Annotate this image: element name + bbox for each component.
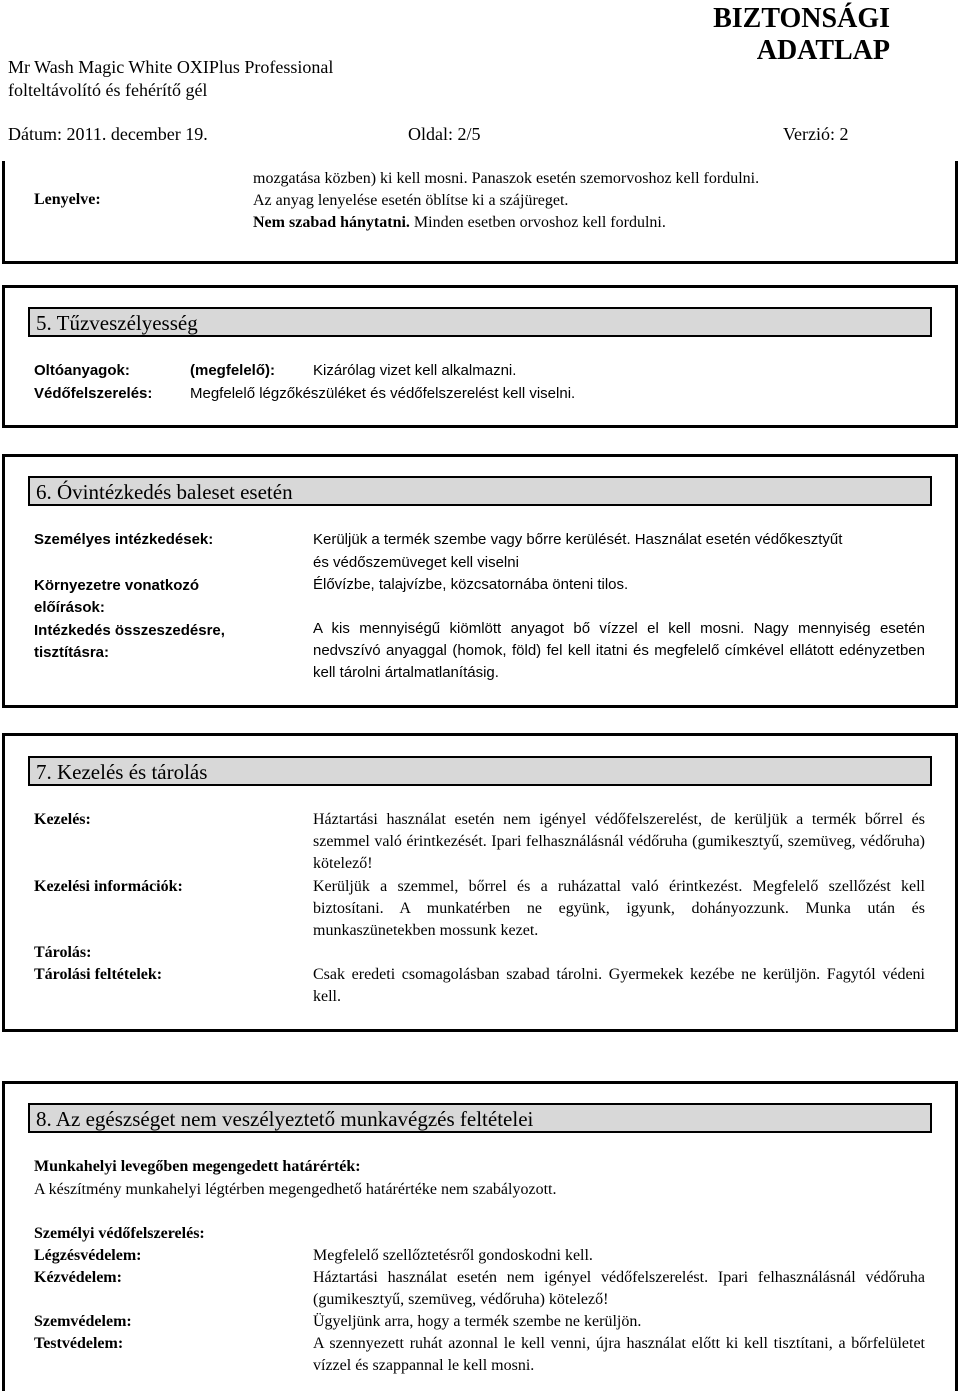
section-4-line-3: Nem szabad hánytatni. Minden esetben orvoshoz kell fordulni. [253,214,666,231]
product-description: folteltávolító és fehérítő gél [8,80,208,100]
cleanup-label-1: Intézkedés összeszedésre, [34,622,225,639]
cleanup-label-2: tisztításra: [34,644,110,661]
respiratory-label: Légzésvédelem: [34,1247,142,1264]
handling-label: Kezelés: [34,811,91,828]
environmental-label-2: előírások: [34,599,105,616]
document-version: Verzió: 2 [783,124,849,144]
body-protection-label: Testvédelem: [34,1335,124,1352]
personal-measures-label: Személyes intézkedések: [34,531,214,548]
cleanup-value: A kis mennyiségű kiömlött anyagot bő vízzel el kell mosni. Nagy mennyiség esetén nedvszívó anyaggal (homok, föld) fel kell itatni és megfelelő címkével ellátott edényzetben kell tárolni ártalmatlanításig. [313,620,925,681]
section-8-heading: 8. Az egészséget nem veszélyeztető munkavégzés feltételei [28,1103,932,1133]
environmental-label-1: Környezetre vonatkozó [34,577,200,594]
body-protection-value: A szennyezett ruhát azonnal le kell venni, újra használat előtt ki kell tisztítani, a bőrfelületet vízzel és szappannal le kell mosni. [313,1335,925,1374]
section-4-line-2: Az anyag lenyelése esetén öblítse ki a szájüreget. [253,192,569,209]
section-4-line-1: mozgatása közben) ki kell mosni. Panaszok esetén szemorvoshoz kell fordulni. [253,170,760,187]
extinguishing-media-sub: (megfelelő): [190,362,276,379]
personal-measures-value-1: Kerüljük a termék szembe vagy bőrre kerülését. Használat esetén védőkesztyűt [313,531,843,548]
hand-protection-label: Kézvédelem: [34,1269,122,1286]
swallowed-label: Lenyelve: [34,191,101,208]
protective-equipment-label: Védőfelszerelés: [34,385,153,402]
exposure-limit-text: A készítmény munkahelyi légtérben megengedhető határértéke nem szabályozott. [34,1181,557,1198]
storage-conditions-label: Tárolási feltételek: [34,966,163,983]
section-6-heading: 6. Óvintézkedés baleset esetén [28,476,932,506]
handling-info-label: Kezelési információk: [34,878,183,895]
document-title: BIZTONSÁGI ADATLAP [713,3,890,66]
section-5-heading: 5. Tűzveszélyesség [28,307,932,337]
ppe-label: Személyi védőfelszerelés: [34,1225,205,1242]
handling-info-value: Kerüljük a szemmel, bőrrel és a ruházattal való érintkezést. Megfelelő szellőzést kell biztosítani. A munkatérben ne együnk, igyunk, dohányozzunk. Munka után és munkaszünetekben mossunk kezet. [313,878,925,939]
extinguishing-media-label: Oltóanyagok: [34,362,130,379]
section-7-heading: 7. Kezelés és tárolás [28,756,932,786]
storage-label: Tárolás: [34,944,92,961]
eye-protection-label: Szemvédelem: [34,1313,132,1330]
product-name: Mr Wash Magic White OXIPlus Professional [8,57,334,77]
extinguishing-media-value: Kizárólag vizet kell alkalmazni. [313,362,517,379]
eye-protection-value: Ügyeljünk arra, hogy a termék szembe ne kerüljön. [313,1313,642,1330]
personal-measures-value-2: és védőszemüveget kell viselni [313,554,519,571]
handling-value: Háztartási használat esetén nem igényel védőfelszerelést, de kerüljük a termék bőrrel és szemmel való érintkezését. Ipari felhasználásnál védőruha (gumikesztyű, szemüveg, védőruha) kötelező! [313,811,925,872]
document-date: Dátum: 2011. december 19. [8,124,208,144]
exposure-limit-label: Munkahelyi levegőben megengedett határérték: [34,1158,361,1175]
environmental-value: Élővízbe, talajvízbe, közcsatornába önteni tilos. [313,576,629,593]
respiratory-value: Megfelelő szellőztetésről gondoskodni kell. [313,1247,593,1264]
protective-equipment-value: Megfelelő légzőkészüléket és védőfelszerelést kell viselni. [190,385,576,402]
storage-conditions-value: Csak eredeti csomagolásban szabad tárolni. Gyermekek kezébe ne kerüljön. Fagytól védeni kell. [313,966,925,1005]
hand-protection-value: Háztartási használat esetén nem igényel védőfelszerelést. Ipari felhasználásnál védőruha (gumikesztyű, szemüveg, védőruha) kötelező! [313,1269,925,1308]
page-number: Oldal: 2/5 [408,124,481,144]
